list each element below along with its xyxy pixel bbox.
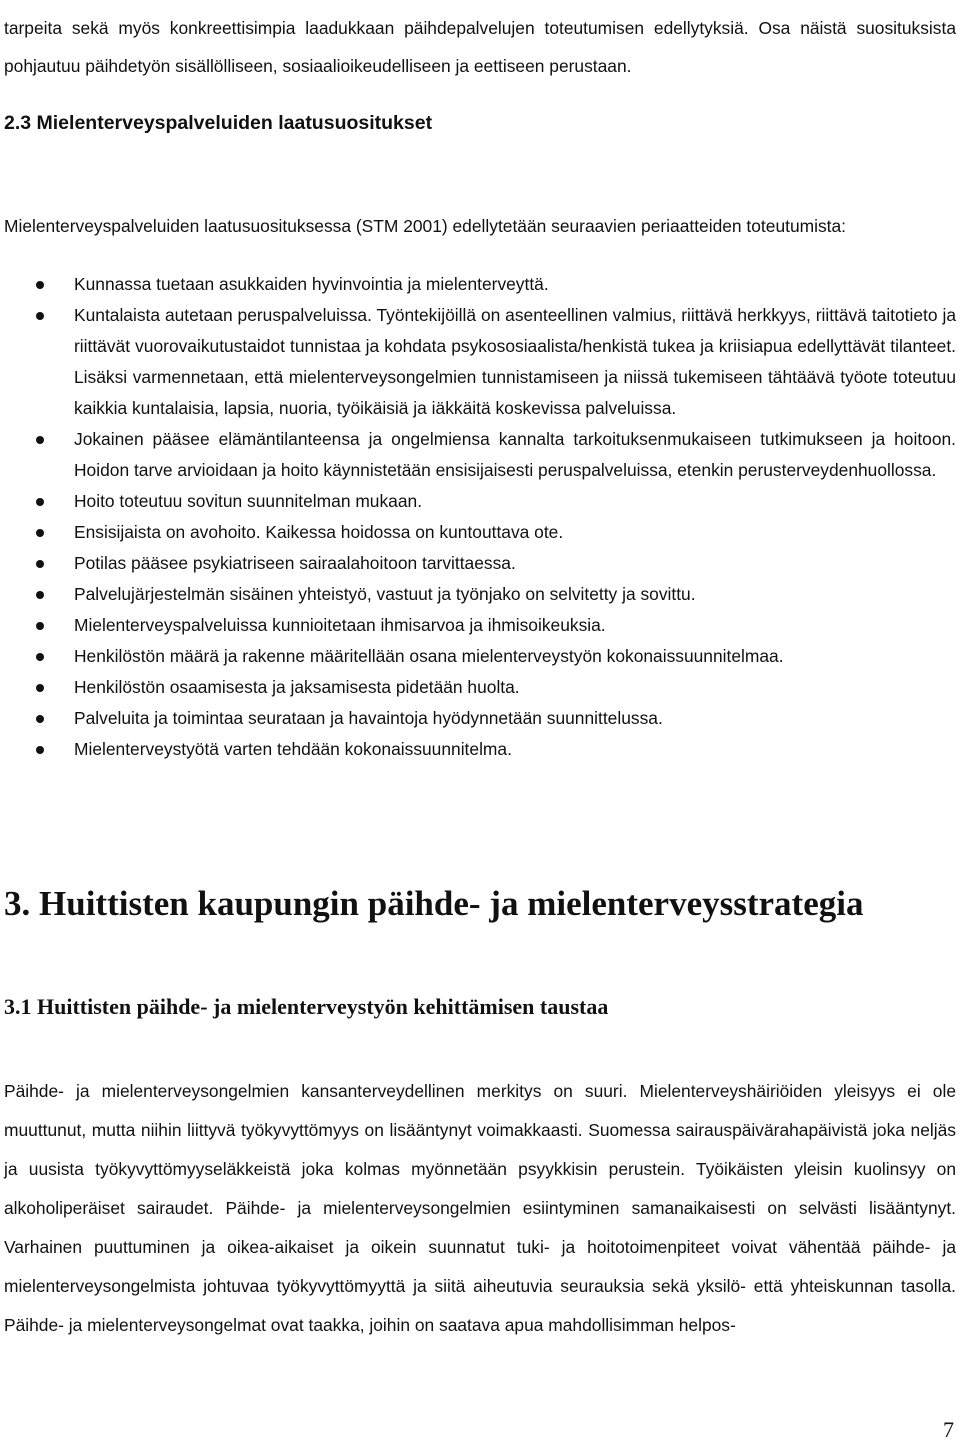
list-item-text: Hoito toteutuu sovitun suunnitelman mukaan. [74, 491, 423, 511]
list-item [0, 517, 956, 548]
list-item [0, 734, 956, 765]
list-item [0, 269, 956, 300]
list-item [0, 424, 956, 486]
section-2-3-lead: Mielenterveyspalveluiden laatusuosituksessa (STM 2001) edellytetään seuraavien periaatteiden toteutumista: [4, 216, 846, 237]
list-item [0, 486, 956, 517]
list-item-text: Kunnassa tuetaan asukkaiden hyvinvointia ja mielenterveyttä. [74, 274, 549, 294]
list-item-text: Ensisijaista on avohoito. Kaikessa hoidossa on kuntouttava ote. [74, 522, 564, 542]
list-item-text: Jokainen pääsee elämäntilanteensa ja ongelmiensa kannalta tarkoituksenmukaiseen tutkimukseen ja hoitoon. Hoidon tarve arvioidaan ja hoito käynnistetään ensisijaisesti peruspalveluissa, etenkin perusterveydenhuollossa. [74, 429, 956, 480]
list-item-text: Kuntalaista autetaan peruspalveluissa. Työntekijöillä on asenteellinen valmius, riittävä herkkyys, riittävä taitotieto ja riittävät vuorovaikutustaidot tunnistaa ja kohdata psykososiaalista/henkistä tukea ja kriisiapua edellyttävät tilanteet. Lisäksi varmennetaan, että mielenterveysongelmien tunnistamiseen ja niissä tukemiseen tähtäävä työote toteutuu kaikkia kuntalaisia, lapsia, nuoria, työikäisiä ja iäkkäitä koskevissa palveluissa. [74, 305, 956, 418]
bullet-icon [36, 746, 44, 754]
list-item-text: Palveluita ja toimintaa seurataan ja havaintoja hyödynnetään suunnittelussa. [74, 708, 663, 728]
list-item [0, 610, 956, 641]
list-item-text: Henkilöstön määrä ja rakenne määritellään osana mielenterveystyön kokonaissuunnitelmaa. [74, 646, 784, 666]
bullet-icon [36, 591, 44, 599]
page-number: 7 [943, 1417, 954, 1442]
bullet-icon [36, 312, 44, 320]
bullet-icon [36, 653, 44, 661]
list-item [0, 548, 956, 579]
list-item-text: Mielenterveyspalveluissa kunnioitetaan ihmisarvoa ja ihmisoikeuksia. [74, 615, 606, 635]
section-2-3-heading: 2.3 Mielenterveyspalveluiden laatusuositukset [4, 112, 433, 134]
section-3-1-paragraph: Päihde- ja mielenterveysongelmien kansanterveydellinen merkitys on suuri. Mielenterveyshäiriöiden yleisyys ei ole muuttunut, mutta niihin liittyvä työkyvyttömyys on lisääntynyt voimakkaasti. Suomessa sairauspäivärahapäivistä joka neljäs ja uusista työkyvyttömyyseläkkeistä joka kolmas myönnetään psyykkisin perustein. Työikäisten yleisin kuolinsyy on alkoholiperäiset sairaudet. Päihde- ja mielenterveysongelmien esiintyminen samanaikaisesti on selvästi lisääntynyt. Varhainen puuttuminen ja oikea-aikaiset ja oikein suunnatut tuki- ja hoitotoimenpiteet voivat vähentää päihde- ja mielenterveysongelmista johtuvaa työkyvyttömyyttä ja siitä aiheutuvia seurauksia sekä yksilö- että yhteiskunnan tasolla. Päihde- ja mielenterveysongelmat ovat taakka, joihin on saatava apua mahdollisimman helpos- [4, 1081, 956, 1335]
bullet-icon [36, 529, 44, 537]
list-item-text: Palvelujärjestelmän sisäinen yhteistyö, vastuut ja työnjako on selvitetty ja sovittu. [74, 584, 696, 604]
list-item-text: Potilas pääsee psykiatriseen sairaalahoitoon tarvittaessa. [74, 553, 516, 573]
list-item [0, 300, 956, 424]
bullet-icon [36, 715, 44, 723]
list-item [0, 579, 956, 610]
section-3-1-heading: 3.1 Huittisten päihde- ja mielenterveystyön kehittämisen taustaa [4, 994, 609, 1019]
intro-paragraph: tarpeita sekä myös konkreettisimpia laadukkaan päihdepalvelujen toteutumisen edellytyksiä. Osa näistä suosituksista pohjautuu päihdetyön sisällölliseen, sosiaalioikeudelliseen ja eettiseen perustaan. [4, 18, 956, 77]
list-item [0, 703, 956, 734]
list-item [0, 641, 956, 672]
bullet-icon [36, 498, 44, 506]
bullet-icon [36, 436, 44, 444]
list-item [0, 672, 956, 703]
bullet-icon [36, 560, 44, 568]
list-item-text: Mielenterveystyötä varten tehdään kokonaissuunnitelma. [74, 739, 512, 759]
chapter-3-heading: 3. Huittisten kaupungin päihde- ja mielenterveysstrategia [4, 884, 864, 923]
bullet-icon [36, 622, 44, 630]
bullet-icon [36, 684, 44, 692]
quality-recommendations-list [0, 269, 956, 765]
list-item-text: Henkilöstön osaamisesta ja jaksamisesta pidetään huolta. [74, 677, 520, 697]
bullet-icon [36, 281, 44, 289]
